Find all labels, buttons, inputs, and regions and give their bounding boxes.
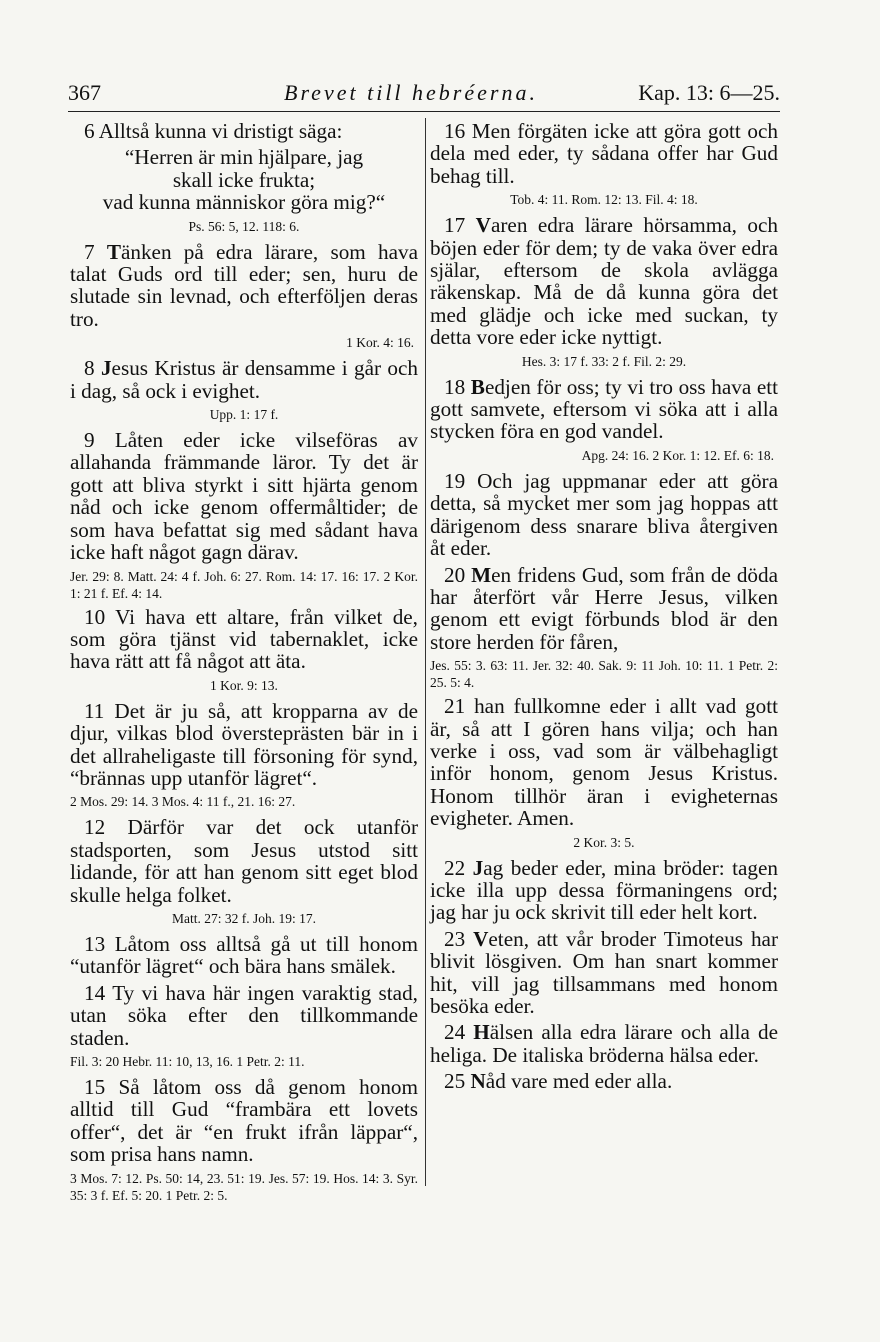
verse-24 [430,1021,778,1066]
cross-reference: Jes. 55: 3. 63: 11. Jer. 32: 40. Sak. 9: 11 Joh. 10: 11. 1 Petr. 2: 25. 5: 4. [430,658,778,691]
cross-reference: Jer. 29: 8. Matt. 24: 4 f. Joh. 6: 27. Rom. 14: 17. 16: 17. 2 Kor. 1: 21 f. Ef. 4: 14. [70,568,418,601]
verse-initial: N [470,1069,486,1094]
verse-8 [70,357,418,402]
verse-initial: T [106,239,121,264]
verse-initial: V [475,213,491,238]
verse-text: Därför var det ock utanför stadsporten, som Jesus utstod sitt lidande, för att han genom sitt eget blod skulle helga folket. [70,815,418,907]
verse-text: Så låtom oss då genom honom alltid till Gud “frambära ett lovets offer“, det är “en frukt ifrån läppar“, som prisa hans namn. [70,1075,418,1167]
verse-text: änken på edra lärare, som hava talat Guds ord till eder; sen, huru de slutade sin levnad, och efterföljen deras tro. [70,239,418,331]
verse-7 [70,241,418,331]
verse-number: 15 [84,1075,106,1099]
verse-6 [70,120,418,142]
verse-18 [430,376,778,443]
verse-text: Låtom oss alltså gå ut till honom “utanför lägret“ och bära hans smälek. [70,931,418,979]
verse-text: åd vare med eder alla. [485,1069,673,1094]
verse-number: 19 [444,468,466,493]
verse-15 [70,1076,418,1166]
verse-number: 7 [84,239,95,264]
verse-number: 8 [84,356,95,381]
verse-number: 12 [84,815,106,840]
verse-19 [430,470,778,560]
verse-text: Men förgäten icke att göra gott och dela med eder, ty sådana offer har Gud behag till. [430,119,778,188]
verse-23 [430,928,778,1018]
cross-reference: Tob. 4: 11. Rom. 12: 13. Fil. 4: 18. [510,192,698,208]
left-column [70,120,418,1208]
verse-text: Det är ju så, att kropparna av de djur, vilkas blod översteprästen bär in i det allraheligaste till försoning för synd, “brännas upp utanför lägret“. [70,698,419,790]
column-divider [425,118,426,1186]
verse-10 [70,606,418,673]
verse-14 [70,982,418,1049]
verse-text: Låten eder icke vilseföras av allahanda främmande läror. Ty det är gott att bliva styrkt i sitt hjärta genom nåd och icke genom offermåltider; de som hava befattat sig med sådant hava icke haft något gagn därav. [70,428,418,565]
cross-reference: 3 Mos. 7: 12. Ps. 50: 14, 23. 51: 19. Jes. 57: 19. Hos. 14: 3. Syr. 35: 3 f. Ef. 5: 20. 1 Petr. 2: 5. [70,1170,418,1203]
quoted-line: vad kunna människor göra mig?“ [102,190,386,215]
chapter-reference: Kap. 13: 6—25. [638,80,780,105]
verse-initial: H [473,1020,490,1045]
page-header [68,80,780,112]
verse-22 [430,857,778,924]
verse-initial: M [471,562,492,587]
cross-reference: 1 Kor. 4: 16. [346,335,414,351]
right-column [430,120,778,1097]
verse-17 [430,214,778,348]
verse-11 [70,700,418,790]
verse-initial: J [100,356,112,381]
verse-number: 21 [444,694,466,719]
verse-16 [430,120,778,187]
quoted-line: skall icke frukta; [172,167,316,192]
cross-reference: Hes. 3: 17 f. 33: 2 f. Fil. 2: 29. [521,353,687,369]
verse-text: Alltså kunna vi dristigt säga: [98,119,343,143]
verse-text: aren edra lärare hörsamma, och böjen eder för dem; ty de vaka över edra själar, eftersom de skola avlägga räkenskap. Må de då kunna göra det med glädje och icke med suckan, ty detta vore eder icke nyttigt. [430,213,778,350]
verse-number: 25 [444,1069,466,1094]
verse-text: edjen för oss; ty vi tro oss hava ett gott samvete, eftersom vi söka att i alla stycken föra en god vandel. [430,374,779,444]
header-rule [68,111,780,112]
quoted-line: “Herren är min hjälpare, jag [124,145,364,170]
cross-reference: 1 Kor. 9: 13. [210,677,278,693]
verse-text: älsen alla edra lärare och alla de heliga. De italiska bröderna hälsa eder. [430,1020,779,1067]
quoted-passage [70,146,418,213]
cross-reference: Fil. 3: 20 Hebr. 11: 10, 13, 16. 1 Petr. 2: 11. [70,1054,305,1069]
verse-number: 16 [444,119,466,143]
page-number: 367 [68,80,101,105]
running-title: Brevet till hebréerna. [284,80,538,105]
verse-9 [70,429,418,563]
verse-text: eten, att vår broder Timoteus har blivit lösgiven. Om han snart kommer hit, vill jag tillsammans med honom besöka eder. [430,926,778,1018]
verse-number: 22 [444,855,466,880]
verse-number: 17 [444,213,466,238]
verse-number: 20 [444,562,466,587]
cross-reference: Upp. 1: 17 f. [209,407,279,423]
verse-number: 24 [444,1020,466,1045]
verse-13 [70,933,418,978]
verse-number: 9 [84,428,95,453]
verse-text: Ty vi hava här ingen varaktig stad, utan söka efter den tillkommande staden. [70,980,418,1050]
cross-reference: Matt. 27: 32 f. Joh. 19: 17. [172,910,316,926]
verse-text: ag beder eder, mina bröder: tagen icke illa upp dessa förmaningens ord; jag har ju ock skrivit till eder helt kort. [430,855,779,925]
verse-number: 18 [444,374,466,399]
verse-initial: V [473,926,489,951]
verse-text: Vi hava ett altare, från vilket de, som göra tjänst vid tabernaklet, icke hava rätt att få något att äta. [70,604,418,674]
verse-initial: J [472,855,484,880]
verse-text: en fridens Gud, som från de döda har återfört vår Herre Jesus, vilken genom ett evigt förbunds blod är den store herden för fåren, [430,562,779,654]
verse-text: Och jag uppmanar eder att göra detta, så mycket mer som jag hoppas att därigenom dess snarare bliva återgiven åt eder. [430,468,778,561]
verse-number: 23 [444,926,466,951]
verse-21 [430,695,778,829]
cross-reference: Apg. 24: 16. 2 Kor. 1: 12. Ef. 6: 18. [581,447,774,463]
verse-20 [430,564,778,654]
cross-reference: Ps. 56: 5, 12. 118: 6. [188,218,300,234]
verse-text: han fullkomne eder i allt vad gott är, så att I gören hans vilja; och han verke i oss, vad som är välbehagligt inför honom, genom Jesus Kristus. Honom tillhör äran i evigheternas evigheter. Amen. [430,694,779,831]
cross-reference: 2 Mos. 29: 14. 3 Mos. 4: 11 f., 21. 16: 27. [70,794,296,810]
verse-number: 11 [84,698,105,723]
verse-number: 6 [84,119,95,143]
cross-reference: 2 Kor. 3: 5. [573,834,635,850]
verse-initial: B [470,374,485,399]
verse-number: 10 [84,604,106,629]
verse-25 [430,1070,778,1092]
verse-number: 14 [84,980,106,1005]
verse-12 [70,816,418,906]
verse-text: esus Kristus är densamme i går och i dag, så ock i evighet. [70,356,418,403]
verse-number: 13 [84,931,106,956]
